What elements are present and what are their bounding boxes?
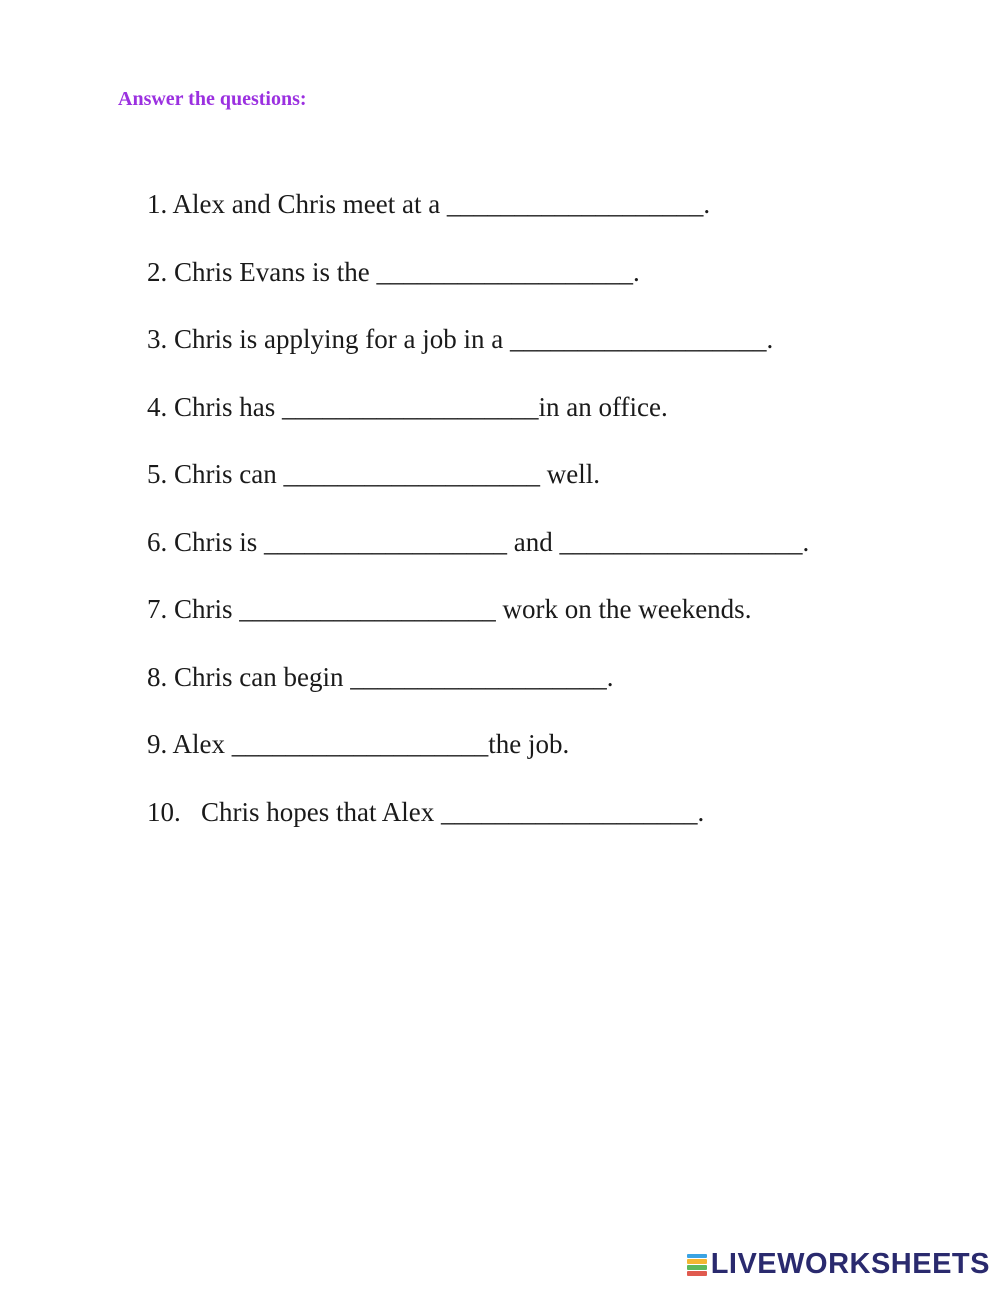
logo-block-yellow [687, 1259, 707, 1264]
question-number: 4. [147, 391, 168, 422]
question-number: 2. [147, 256, 168, 287]
question-2 [147, 253, 809, 321]
question-10 [147, 793, 809, 861]
question-3 [147, 320, 809, 388]
question-8 [147, 658, 809, 726]
question-number: 8. [147, 661, 168, 692]
question-number: 7. [147, 594, 168, 624]
question-text: Chris is __________________ and __________________. [174, 526, 810, 557]
brand-name: LIVEWORKSHEETS [710, 1248, 990, 1280]
question-text: Chris ___________________ work on the weekends. [174, 594, 752, 624]
question-number: 5. [147, 459, 168, 489]
logo-block-red [687, 1271, 707, 1276]
question-text: Alex and Chris meet at a ___________________. [172, 189, 711, 219]
liveworksheets-logo [687, 1248, 990, 1281]
question-9 [147, 725, 809, 793]
question-1 [147, 185, 809, 253]
question-number: 6. [147, 526, 168, 557]
logo-block-blue [687, 1254, 707, 1259]
question-7 [147, 590, 809, 658]
question-list [147, 185, 809, 860]
question-6 [147, 523, 809, 591]
question-5 [147, 455, 809, 523]
question-4 [147, 388, 809, 456]
question-text: Alex ___________________the job. [172, 729, 570, 759]
question-number: 10. [147, 796, 181, 827]
question-number: 9. [147, 729, 168, 759]
question-number: 1. [147, 189, 168, 219]
question-number: 3. [147, 324, 168, 354]
question-text: Chris can begin ___________________. [174, 661, 614, 692]
question-text: Chris has ___________________in an office. [174, 391, 668, 422]
question-text: Chris Evans is the ___________________. [174, 256, 640, 287]
logo-block-green [687, 1265, 707, 1270]
logo-blocks-icon [687, 1254, 707, 1276]
question-text: Chris is applying for a job in a ___________________. [174, 324, 774, 354]
question-text: Chris can ___________________ well. [174, 459, 600, 489]
question-text: Chris hopes that Alex ___________________. [187, 796, 705, 827]
instruction-heading: Answer the questions: [118, 88, 307, 110]
